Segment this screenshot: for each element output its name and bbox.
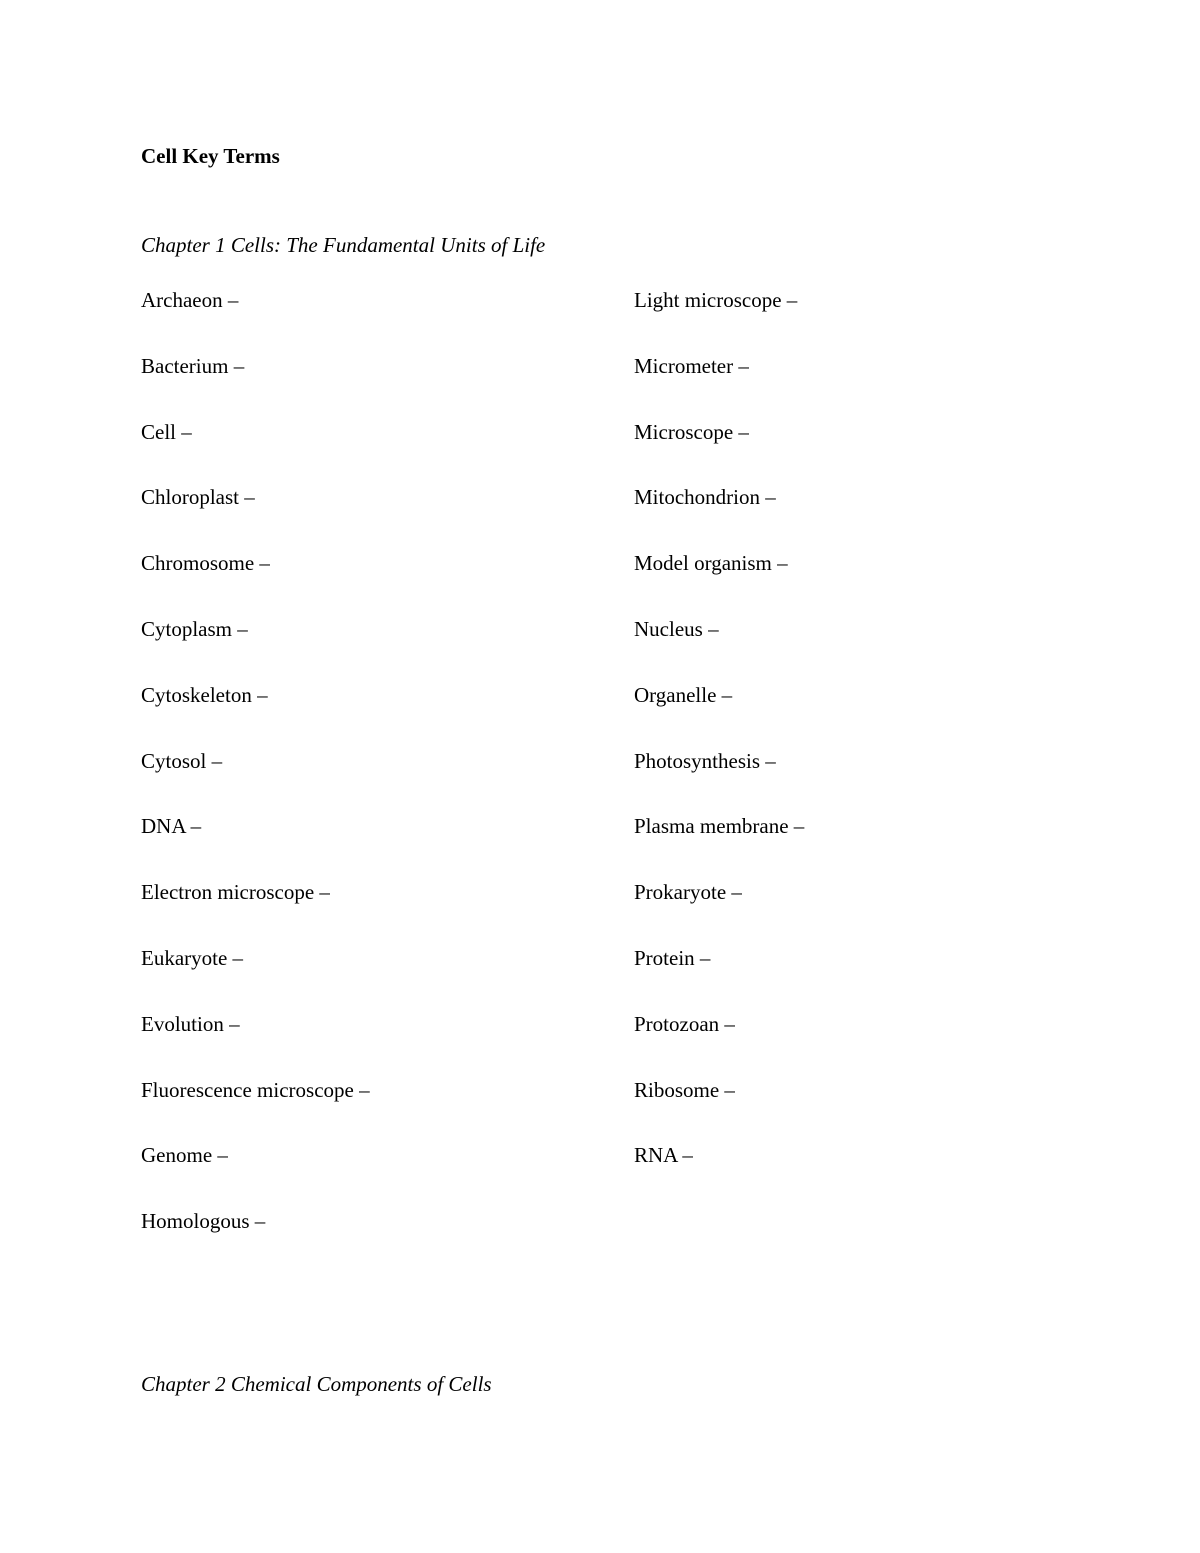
chapter-1-heading: Chapter 1 Cells: The Fundamental Units of Life <box>141 233 546 257</box>
term-item: Mitochondrion – <box>634 485 776 510</box>
term-item: DNA – <box>141 814 202 839</box>
term-item: Fluorescence microscope – <box>141 1077 370 1102</box>
term-item: Protein – <box>634 945 711 970</box>
term-item: Cell – <box>141 419 192 444</box>
term-item: Archaeon – <box>141 288 239 312</box>
term-item: Electron microscope – <box>141 880 330 905</box>
term-item: Evolution – <box>141 1011 240 1036</box>
term-item: Chloroplast – <box>141 485 255 510</box>
term-item: Light microscope – <box>634 288 798 312</box>
term-item: Nucleus – <box>634 616 719 641</box>
term-item: Cytoskeleton – <box>141 682 268 707</box>
term-item: Model organism – <box>634 551 788 576</box>
term-item: Photosynthesis – <box>634 748 776 773</box>
term-item: Organelle – <box>634 682 733 707</box>
term-item: Homologous – <box>141 1209 266 1234</box>
term-item: Ribosome – <box>634 1077 735 1102</box>
term-item: Plasma membrane – <box>634 814 805 839</box>
term-list-left <box>141 286 370 1273</box>
term-item: Genome – <box>141 1143 228 1168</box>
term-item: Cytoplasm – <box>141 616 248 641</box>
term-item: Cytosol – <box>141 748 223 773</box>
term-item: Microscope – <box>634 419 749 444</box>
term-item: Micrometer – <box>634 353 749 378</box>
term-item: Eukaryote – <box>141 945 244 970</box>
term-item: Chromosome – <box>141 551 270 576</box>
term-item: RNA – <box>634 1143 693 1168</box>
term-item: Protozoan – <box>634 1011 735 1036</box>
term-item: Prokaryote – <box>634 880 742 905</box>
term-item: Bacterium – <box>141 353 245 378</box>
document-title: Cell Key Terms <box>141 144 280 168</box>
chapter-2-heading: Chapter 2 Chemical Components of Cells <box>141 1372 492 1396</box>
term-list-right <box>634 286 804 1207</box>
